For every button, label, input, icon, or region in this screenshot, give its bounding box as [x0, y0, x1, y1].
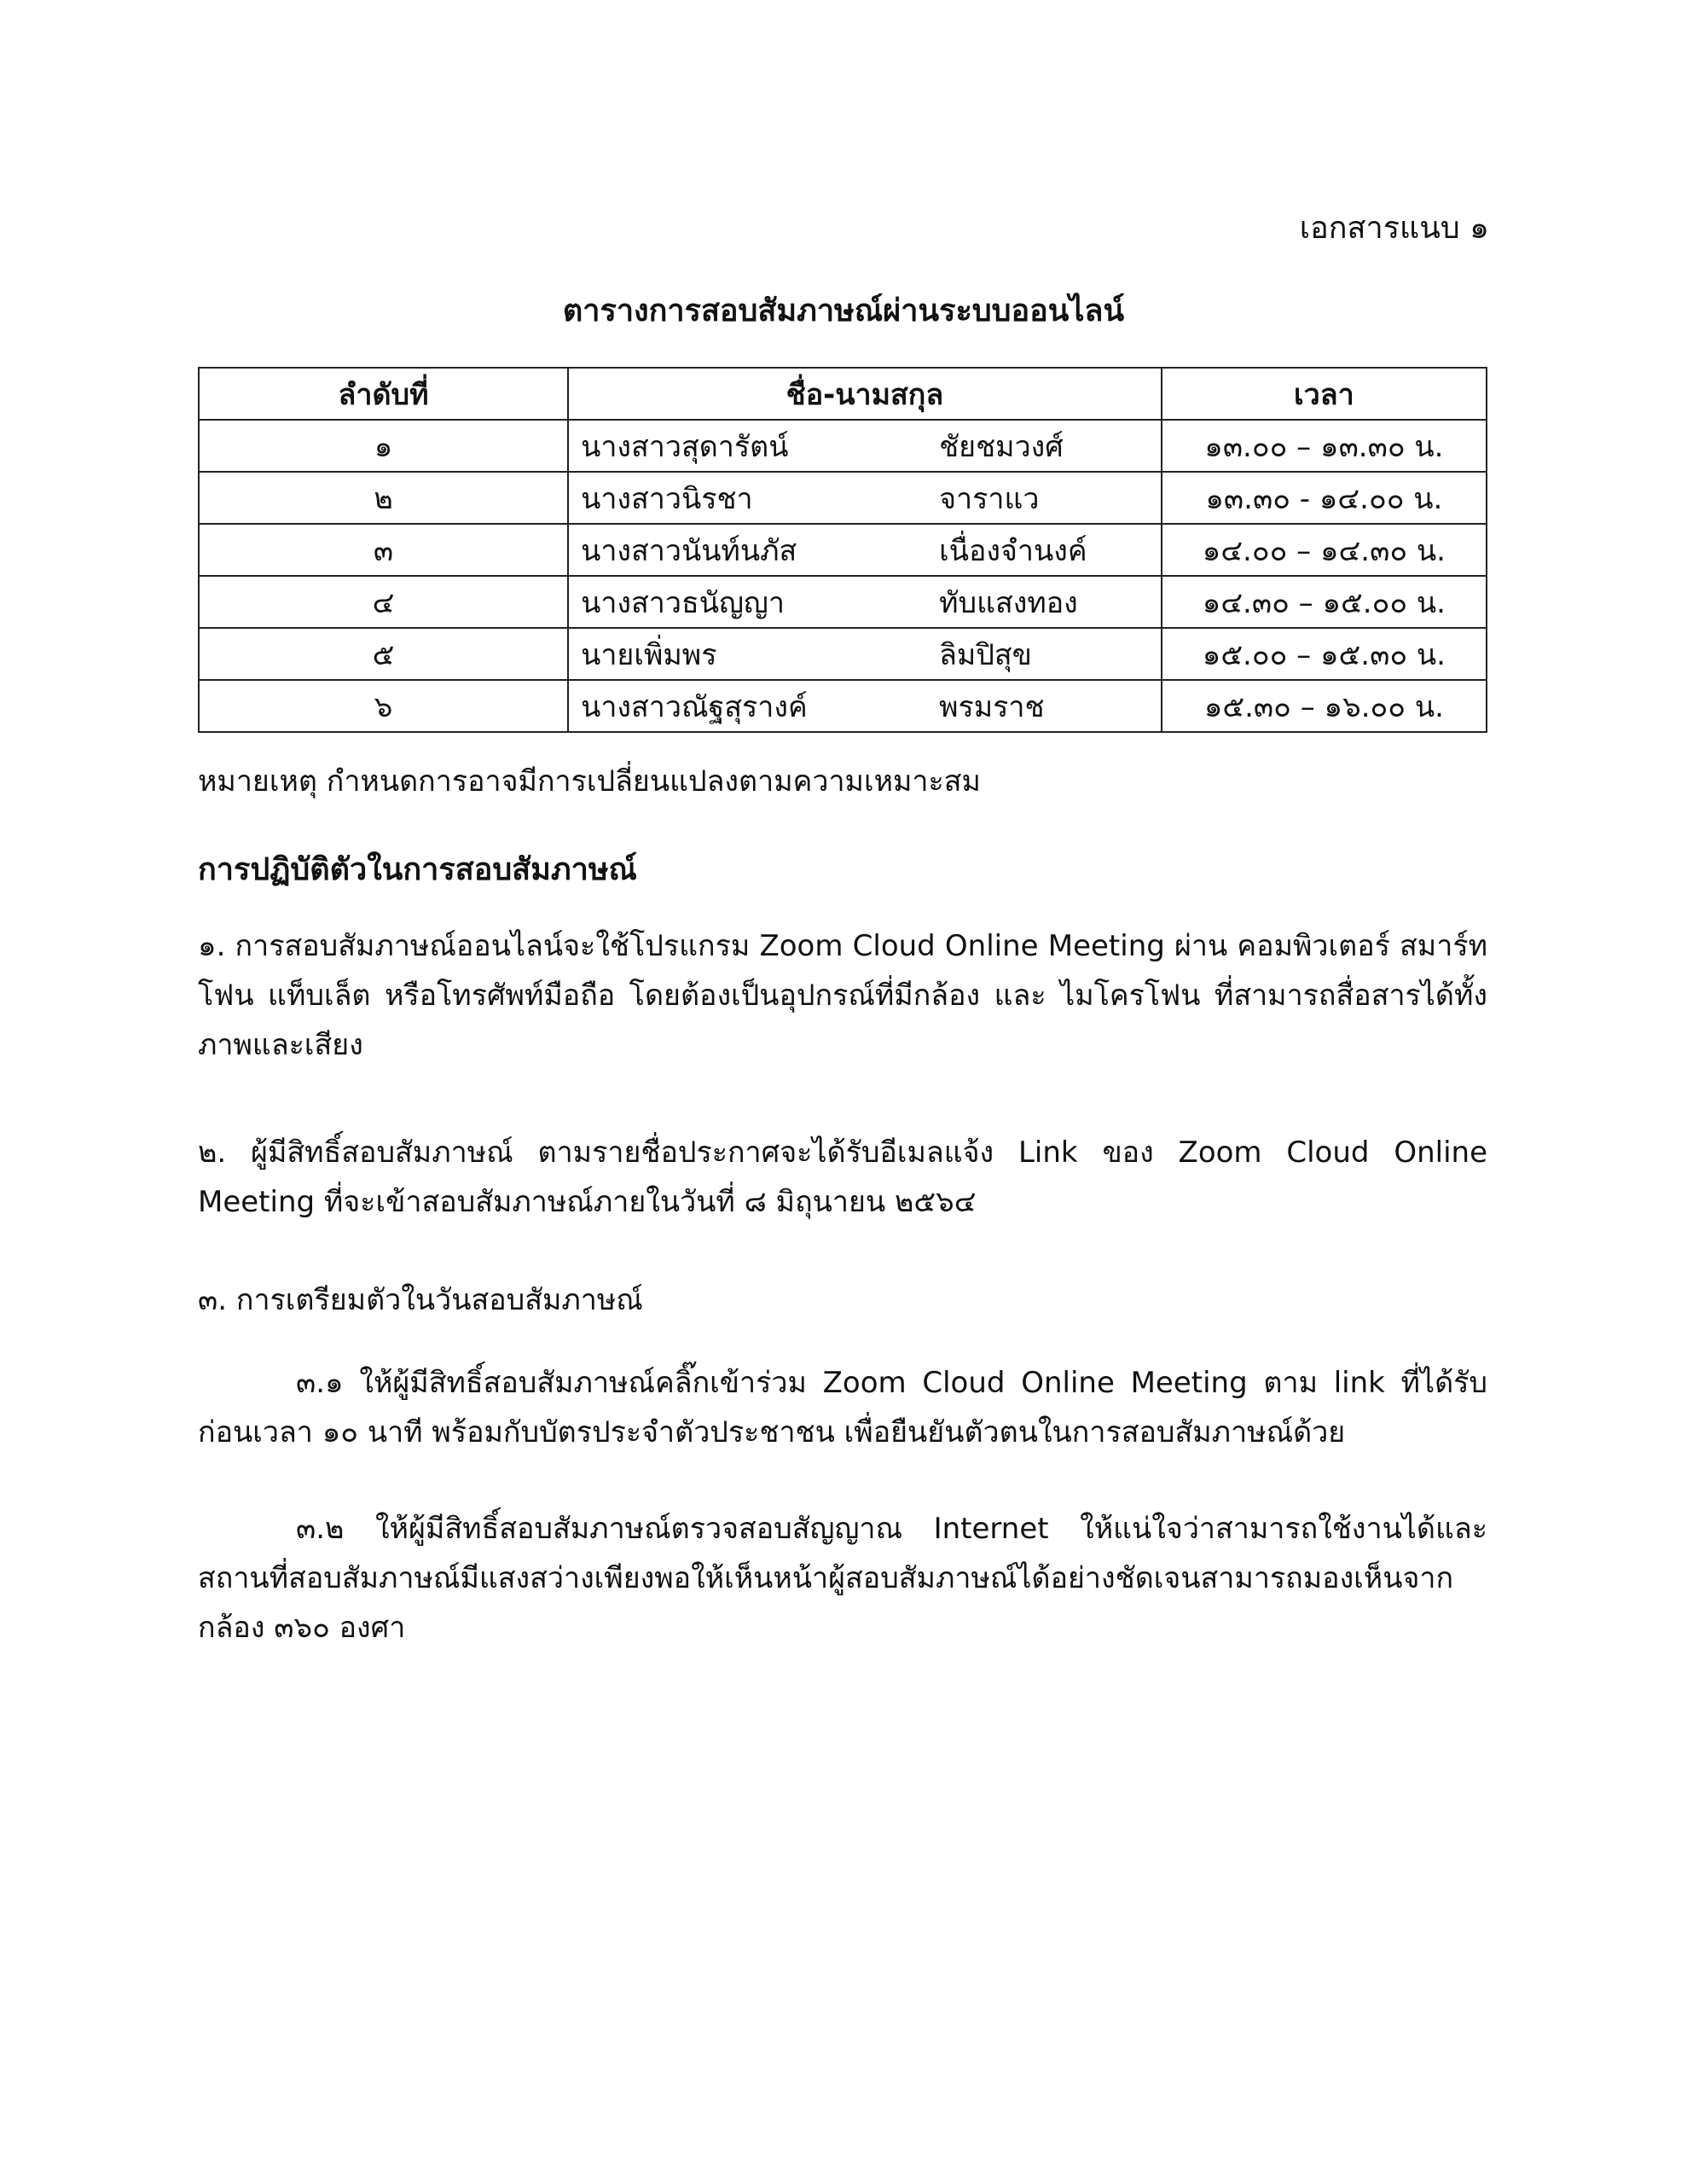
row-number: ๕: [199, 628, 568, 680]
row-number: ๑: [199, 420, 568, 472]
schedule-note: หมายเหตุ กำหนดการอาจมีการเปลี่ยนแปลงตามความเหมาะสม: [198, 764, 981, 799]
row-number: ๔: [199, 576, 568, 628]
last-name: ชัยชมวงศ์: [939, 429, 1064, 464]
first-name: นางสาวณัฐสุรางค์: [581, 689, 808, 724]
last-name: จาราแว: [939, 481, 1040, 516]
last-name: ทับแสงทอง: [939, 585, 1078, 620]
row-name: [568, 524, 1162, 576]
row-name: [568, 576, 1162, 628]
attachment-label: เอกสารแนบ ๑: [1299, 211, 1489, 246]
section-heading: การปฏิบัติตัวในการสอบสัมภาษณ์: [198, 852, 637, 887]
first-name: นางสาวธนัญญา: [581, 585, 785, 620]
first-name: นางสาวสุดารัตน์: [581, 429, 789, 464]
page-title: ตารางการสอบสัมภาษณ์ผ่านระบบออนไลน์: [562, 293, 1125, 328]
row-number: ๒: [199, 472, 568, 524]
row-name: [568, 628, 1162, 680]
last-name: ลิมปิสุข: [939, 637, 1032, 672]
first-name: นายเพิ่มพร: [581, 637, 717, 672]
table-row: [199, 680, 1487, 732]
row-time: ๑๔.๐๐ – ๑๔.๓๐ น.: [1162, 524, 1487, 576]
table-row: [199, 628, 1487, 680]
first-name: นางสาวนิรชา: [581, 481, 753, 516]
last-name: พรมราช: [939, 689, 1045, 724]
header-time: เวลา: [1162, 368, 1487, 420]
row-name: [568, 680, 1162, 732]
table-row: [199, 472, 1487, 524]
paragraph-1: ๑. การสอบสัมภาษณ์ออนไลน์จะใช้โปรแกรม Zoom Cloud Online Meeting ผ่าน คอมพิวเตอร์ สมาร์ทโฟน แท็บเล็ต หรือโทรศัพท์มือถือ โดยต้องเป็นอุปกรณ์ที่มีกล้อง และ ไมโครโฟน ที่สามารถสื่อสารได้ทั้งภาพและเสียง: [198, 929, 1487, 1062]
table-row: [199, 524, 1487, 576]
header-order: ลำดับที่: [199, 368, 568, 420]
paragraph-3-2: ๓.๒ ให้ผู้มีสิทธิ์สอบสัมภาษณ์ตรวจสอบสัญญาณ Internet ให้แน่ใจว่าสามารถใช้งานได้และสถานที่สอบสัมภาษณ์มีแสงสว่างเพียงพอให้เห็นหน้าผู้สอบสัมภาษณ์ได้อย่างชัดเจนสามารถมองเห็นจากกล้อง ๓๖๐ องศา: [198, 1512, 1487, 1645]
interview-schedule-table: [198, 367, 1487, 733]
row-time: ๑๓.๓๐ - ๑๔.๐๐ น.: [1162, 472, 1487, 524]
header-name: ชื่อ-นามสกุล: [568, 368, 1162, 420]
row-number: ๖: [199, 680, 568, 732]
table-header-row: [199, 368, 1487, 420]
table-row: [199, 420, 1487, 472]
paragraph-2: ๒. ผู้มีสิทธิ์สอบสัมภาษณ์ ตามรายชื่อประกาศจะได้รับอีเมลแจ้ง Link ของ Zoom Cloud Online Meeting ที่จะเข้าสอบสัมภาษณ์ภายในวันที่ ๘ มิถุนายน ๒๕๖๔: [198, 1136, 1487, 1219]
first-name: นางสาวนันท์นภัส: [581, 533, 797, 568]
row-number: ๓: [199, 524, 568, 576]
row-time: ๑๕.๐๐ – ๑๕.๓๐ น.: [1162, 628, 1487, 680]
row-name: [568, 420, 1162, 472]
row-name: [568, 472, 1162, 524]
paragraph-3: ๓. การเตรียมตัวในวันสอบสัมภาษณ์: [198, 1283, 643, 1317]
row-time: ๑๕.๓๐ – ๑๖.๐๐ น.: [1162, 680, 1487, 732]
row-time: ๑๔.๓๐ – ๑๕.๐๐ น.: [1162, 576, 1487, 628]
row-time: ๑๓.๐๐ – ๑๓.๓๐ น.: [1162, 420, 1487, 472]
table-row: [199, 576, 1487, 628]
paragraph-3-1: ๓.๑ ให้ผู้มีสิทธิ์สอบสัมภาษณ์คลิ๊กเข้าร่วม Zoom Cloud Online Meeting ตาม link ที่ได้รับก่อนเวลา ๑๐ นาที พร้อมกับบัตรประจำตัวประชาชน เพื่อยืนยันตัวตนในการสอบสัมภาษณ์ด้วย: [198, 1366, 1487, 1449]
last-name: เนื่องจำนงค์: [939, 533, 1087, 568]
